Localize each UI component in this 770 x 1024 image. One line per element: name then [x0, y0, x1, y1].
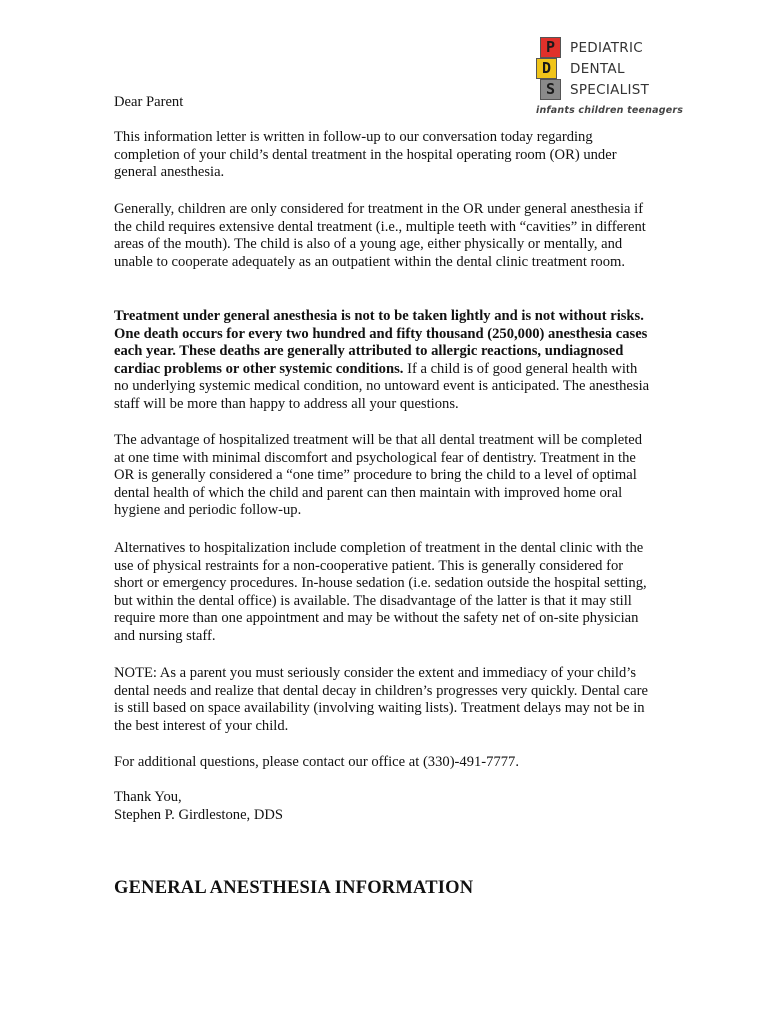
closing-signature	[114, 789, 654, 824]
closing-thanks: Thank You,	[114, 789, 182, 805]
signature-name: Stephen P. Girdlestone, DDS	[114, 806, 284, 823]
paragraph-note	[114, 665, 654, 735]
salutation	[114, 94, 654, 112]
paragraph-risks-text	[114, 308, 654, 414]
paragraph-risks	[114, 308, 654, 414]
paragraph-note-text: NOTE: As a parent you must seriously consider the extent and immediacy of your child’s dental needs and realize that dental decay in children’s progresses very quickly. Dental care is still based on space availability (involving waiting lists). Treatment delays may not be in the best interest of your child.	[114, 665, 648, 734]
paragraph-criteria-text: Generally, children are only considered for treatment in the OR under general anesthesia if the child requires extensive dental treatment (i.e., multiple teeth with “cavities” in different areas of the mouth). The child is also of a young age, either physically or mentally, and unable to cooperate adequately as an outpatient within the dental clinic treatment room.	[114, 201, 646, 270]
paragraph-alternatives-text: Alternatives to hospitalization include completion of treatment in the dental clinic with the use of physical restraints for a non-cooperative patient. This is generally considered for short or emergency procedures. In-house sedation (i.e. sedation outside the hospital setting, but within the dental office) is available. The disadvantage of the latter is that it may still require more than one appointment and may be without the safety net of on-site physician and nursing staff.	[114, 540, 647, 644]
paragraph-intro-text: This information letter is written in follow-up to our conversation today regarding completion of your child’s dental treatment in the hospital operating room (OR) under general anesthesia.	[114, 129, 617, 181]
paragraph-advantages	[114, 432, 654, 520]
logo-block-p: P	[540, 37, 561, 58]
risk-warning-bold: Treatment under general anesthesia is not to be taken lightly and is not without risks. One death occurs for every two hundred and fifty thousand (250,000) anesthesia cases each year. These deaths are generally attributed to allergic reactions, undiagnosed cardiac problems or other systemic conditions.	[114, 308, 648, 377]
paragraph-intro	[114, 129, 654, 182]
logo-line-dental: DENTAL	[570, 61, 625, 77]
logo-block-d: D	[536, 58, 557, 79]
paragraph-alternatives	[114, 540, 654, 646]
paragraph-advantages-text: The advantage of hospitalized treatment will be that all dental treatment will be completed at one time with minimal discomfort and psychological fear of dentistry. Treatment in the OR is generally considered a “one time” procedure to bring the child to a level of optimal dental health of which the child and parent can then maintain with improved home oral hygiene and periodic follow-up.	[114, 432, 643, 519]
risk-warning-rest: If a child is of good general health with no underlying systemic medical condition, no untoward event is anticipated. The anesthesia staff will be more than happy to address all your questions.	[114, 360, 650, 412]
logo-line-pediatric: PEDIATRIC	[570, 40, 643, 56]
salutation-text: Dear Parent	[114, 94, 184, 110]
paragraph-criteria	[114, 201, 654, 271]
logo-line-specialist: SPECIALIST	[570, 82, 650, 98]
logo-tagline: infants children teenagers	[536, 105, 684, 116]
section-heading: GENERAL ANESTHESIA INFORMATION	[114, 878, 474, 898]
paragraph-contact-text: For additional questions, please contact our office at (330)-491-7777.	[114, 754, 520, 770]
paragraph-contact	[114, 754, 654, 772]
logo-wordmark	[570, 38, 649, 101]
logo-block-s: S	[540, 79, 561, 100]
